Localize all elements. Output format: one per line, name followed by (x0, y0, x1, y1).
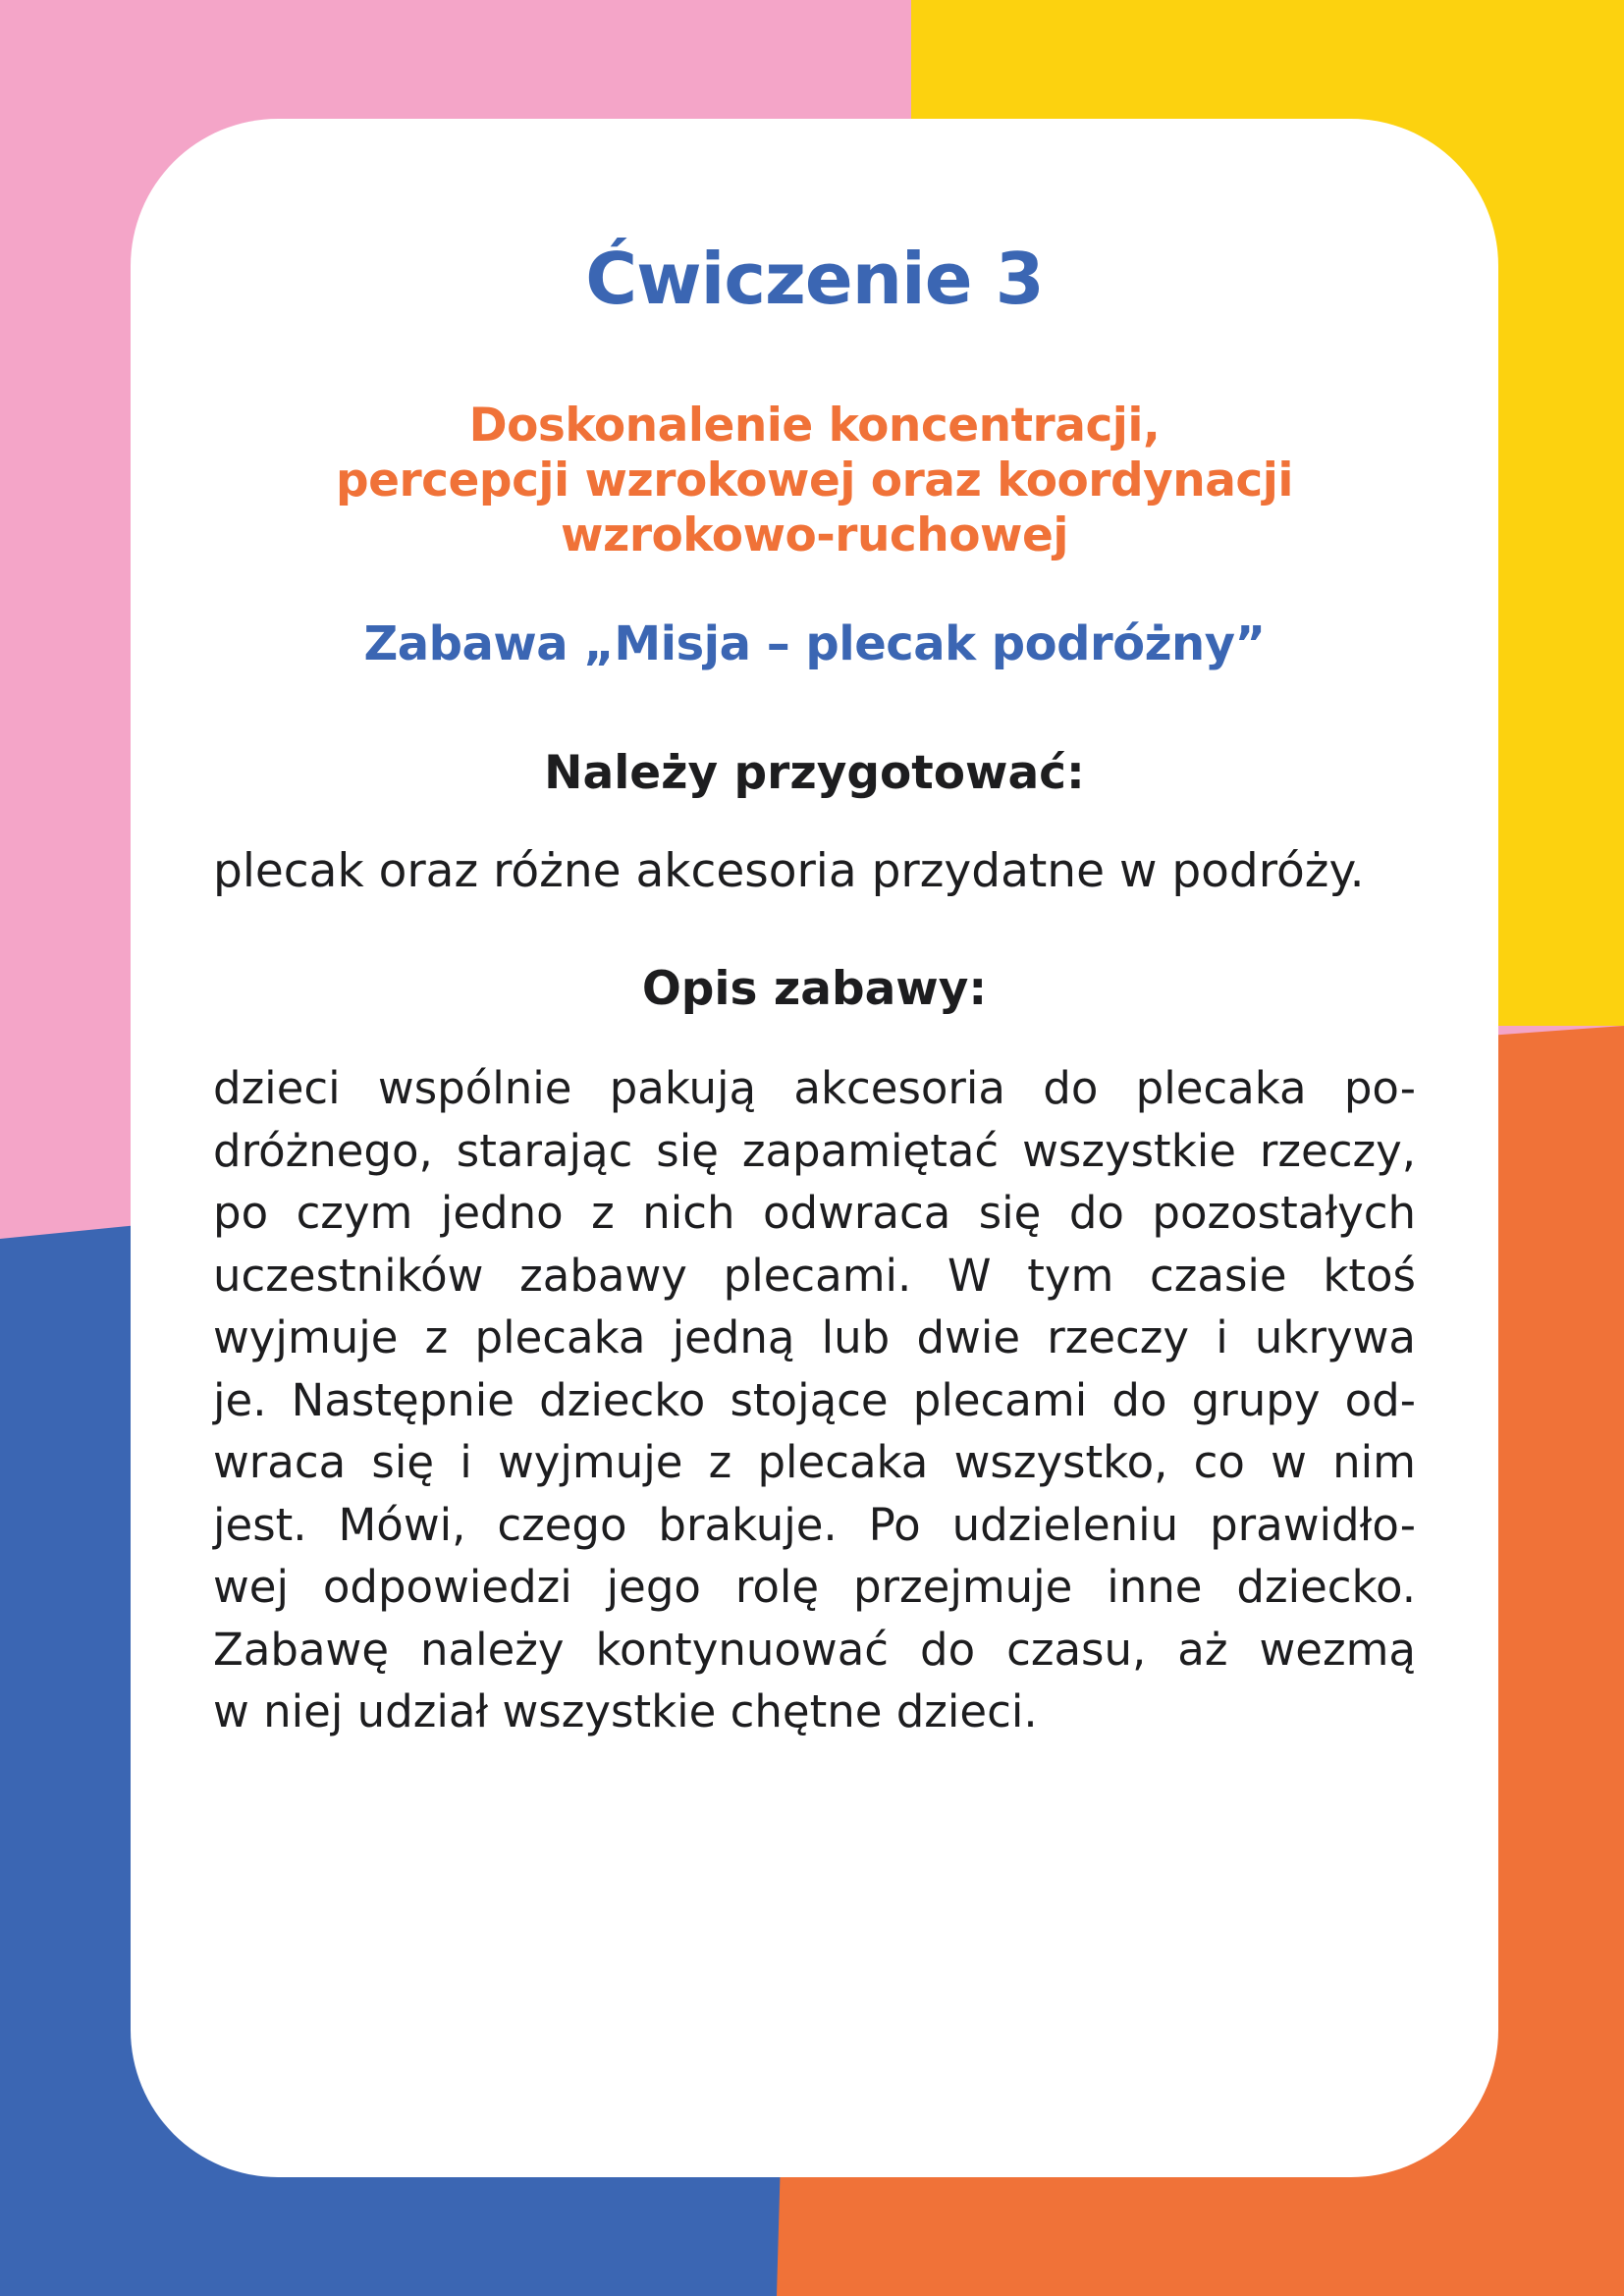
description-line: Zabawę należy kontynuować do czasu, aż wezmą (213, 1623, 1416, 1676)
description-text (213, 1057, 1416, 1743)
description-line: po czym jedno z nich odwraca się do pozostałych (213, 1187, 1416, 1239)
description-line: wej odpowiedzi jego rolę przejmuje inne dziecko. (213, 1561, 1416, 1613)
exercise-subtitle (213, 399, 1416, 563)
description-line: je. Następnie dziecko stojące plecami do grupy od- (213, 1373, 1416, 1426)
game-name: Zabawa „Misja – plecak podróżny” (363, 616, 1266, 671)
description-line: uczestników zabawy plecami. W tym czasie ktoś (213, 1249, 1416, 1302)
subtitle-line: Doskonalenie koncentracji, (468, 399, 1161, 453)
subtitle-line: percepcji wzrokowej oraz koordynacji (335, 454, 1293, 507)
description-line: wyjmuje z plecaka jedną lub dwie rzeczy i ukrywa (213, 1311, 1416, 1363)
exercise-title: Ćwiczenie 3 (585, 238, 1044, 320)
preparation-text: plecak oraz różne akcesoria przydatne w podróży. (213, 844, 1365, 898)
description-line: dzieci wspólnie pakują akcesoria do plecaka po- (213, 1062, 1416, 1114)
preparation-heading: Należy przygotować: (544, 746, 1085, 800)
description-line: w niej udział wszystkie chętne dzieci. (213, 1685, 1038, 1737)
exercise-card (131, 119, 1498, 2177)
subtitle-line: wzrokowo-ruchowej (561, 508, 1068, 562)
description-heading: Opis zabawy: (641, 962, 988, 1016)
description-line: wraca się i wyjmuje z plecaka wszystko, co w nim (213, 1436, 1416, 1488)
description-line: dróżnego, starając się zapamiętać wszystkie rzeczy, (213, 1124, 1416, 1177)
description-line: jest. Mówi, czego brakuje. Po udzieleniu prawidło- (213, 1498, 1416, 1551)
